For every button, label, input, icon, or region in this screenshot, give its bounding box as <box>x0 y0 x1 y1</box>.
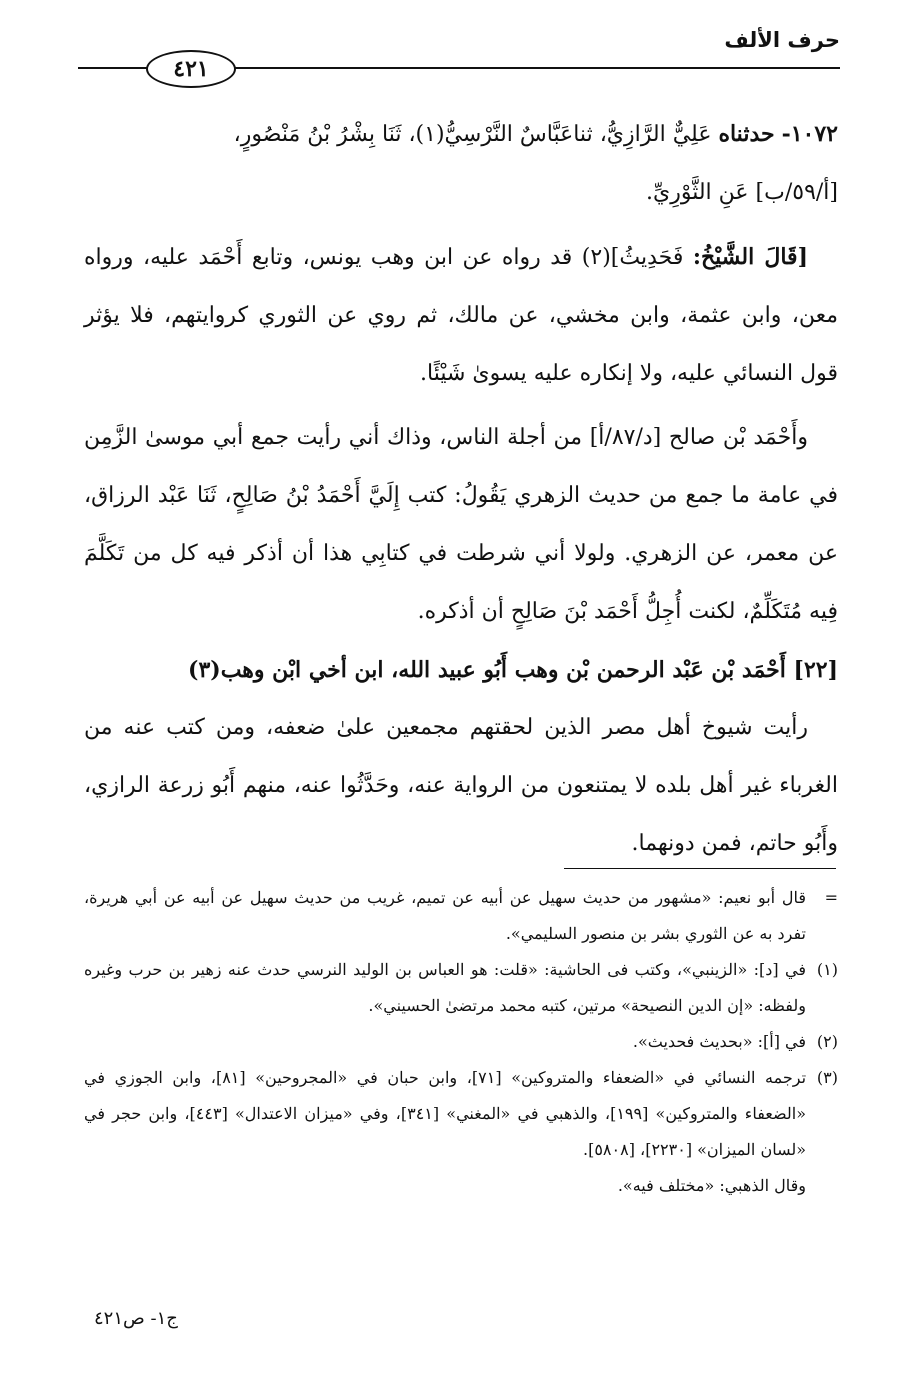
volume-page-footer: ج١- ص٤٢١ <box>94 1308 178 1329</box>
footnote-marker: (٢) <box>816 1032 838 1051</box>
entry-22-body: رأيت شيوخ أهل مصر الذين لحقتهم مجمعين علىٰ ضعفه، ومن كتب عنه من الغرباء غير أهل بلده لا يمتنعون من الرواية عنه، وحَدَّثُوا عنه، منهم أَبُو زرعة الرازي، وأَبُو حاتم، فمن دونهما. <box>84 715 838 856</box>
shaykh-text: فَحَدِيثُ](٢) قد رواه عن ابن وهب يونس، وتابع أَحْمَد عليه، ورواه معن، وابن عثمة، وابن مخشي، عن مالك، ثم روي عن الثوري كروايتهم، فلا يؤثر قول النسائي عليه، ولا إنكاره عليه يسوىٰ شَيْئًا. <box>84 245 838 386</box>
footnote-text: وقال الذهبي: «مختلف فيه». <box>617 1176 806 1195</box>
footnote-marker: (٣) <box>816 1068 838 1087</box>
footnotes <box>84 880 838 1204</box>
paragraph-ahmad-ibn-salih: وأَحْمَد بْن صالح [د/٨٧/أ] من أجلة الناس، وذاك أني رأيت جمع أبي موسىٰ الزَّمِن في عامة ما جمع من حديث الزهري يَقُولُ: كتب إِلَيَّ أَحْمَدُ بْنُ صَالِحٍ، ثَنَا عَبْد الرزاق، عن معمر، عن الزهري. ولولا أني شرطت في كتابِي هذا أن أذكر فيه كل من تَكَلَّمَ فِيه مُتَكَلِّمٌ، لكنت أُجِلُّ أَحْمَد بْنَ صَالِحٍ أن أذكره. <box>84 425 839 624</box>
footnote-1 <box>84 952 838 1024</box>
running-title: حرف الألف <box>724 28 840 52</box>
footnote-continued <box>84 880 838 952</box>
footnote-text: في [أ]: «بحديث فحديث». <box>632 1032 806 1051</box>
main-text <box>84 105 838 873</box>
footnote-marker: = <box>824 888 838 907</box>
footnote-3 <box>84 1060 838 1204</box>
entry-1072-line2: [أ/٥٩/ب] عَنِ الثَّوْرِيِّ. <box>646 180 838 205</box>
footnote-marker: (١) <box>816 960 838 979</box>
opening-word: حدثناه <box>718 121 775 147</box>
shaykh-comment <box>84 228 838 403</box>
entry-number: ١٠٧٢- <box>781 121 838 147</box>
page-number: ٤٢١ <box>146 50 236 88</box>
footnote-text: في [د]: «الزينبي»، وكتب فى الحاشية: «قلت: هو العباس بن الوليد النرسي حدث عنه زهير بن حرب وغيره ولفظه: «إن الدين النصيحة» مرتين، كتبه محمد مرتضىٰ الحسيني». <box>84 960 806 1015</box>
page-header <box>78 20 840 90</box>
entry-22-heading: [٢٢] أَحْمَد بْن عَبْد الرحمن بْن وهب أَبُو عبيد الله، ابن أخي ابْن وهب(٣) <box>188 657 838 683</box>
shaykh-label: [قَالَ الشَّيْخُ: <box>692 244 808 270</box>
footnote-text: قال أبو نعيم: «مشهور من حديث سهيل عن أبيه عن تميم، غريب من حديث سهيل عن أبيه عن أبي هريرة، تفرد به عن الثوري بشر بن منصور السليمي». <box>84 888 806 943</box>
footnote-separator <box>564 868 836 869</box>
footnote-text: ترجمه النسائي في «الضعفاء والمتروكين» [٧١]، وابن حبان في «المجروحين» [٨١]، وابن الجوزي في «الضعفاء والمتروكين» [١٩٩]، والذهبي في «المغني» [٣٤١]، وفي «ميزان الاعتدال» [٤٤٣]، وابن حجر في «لسان الميزان» [٢٢٣٠]، [٥٨٠٨]. <box>84 1068 807 1159</box>
isnad-text: عَلِيٌّ الرَّازِيُّ، ثناعَبَّاسٌ النَّرْسِيُّ(١)، ثَنَا بِشْرُ بْنُ مَنْصُورٍ، <box>233 122 712 147</box>
entry-1072-line1 <box>84 105 838 164</box>
footnote-2 <box>84 1024 838 1060</box>
